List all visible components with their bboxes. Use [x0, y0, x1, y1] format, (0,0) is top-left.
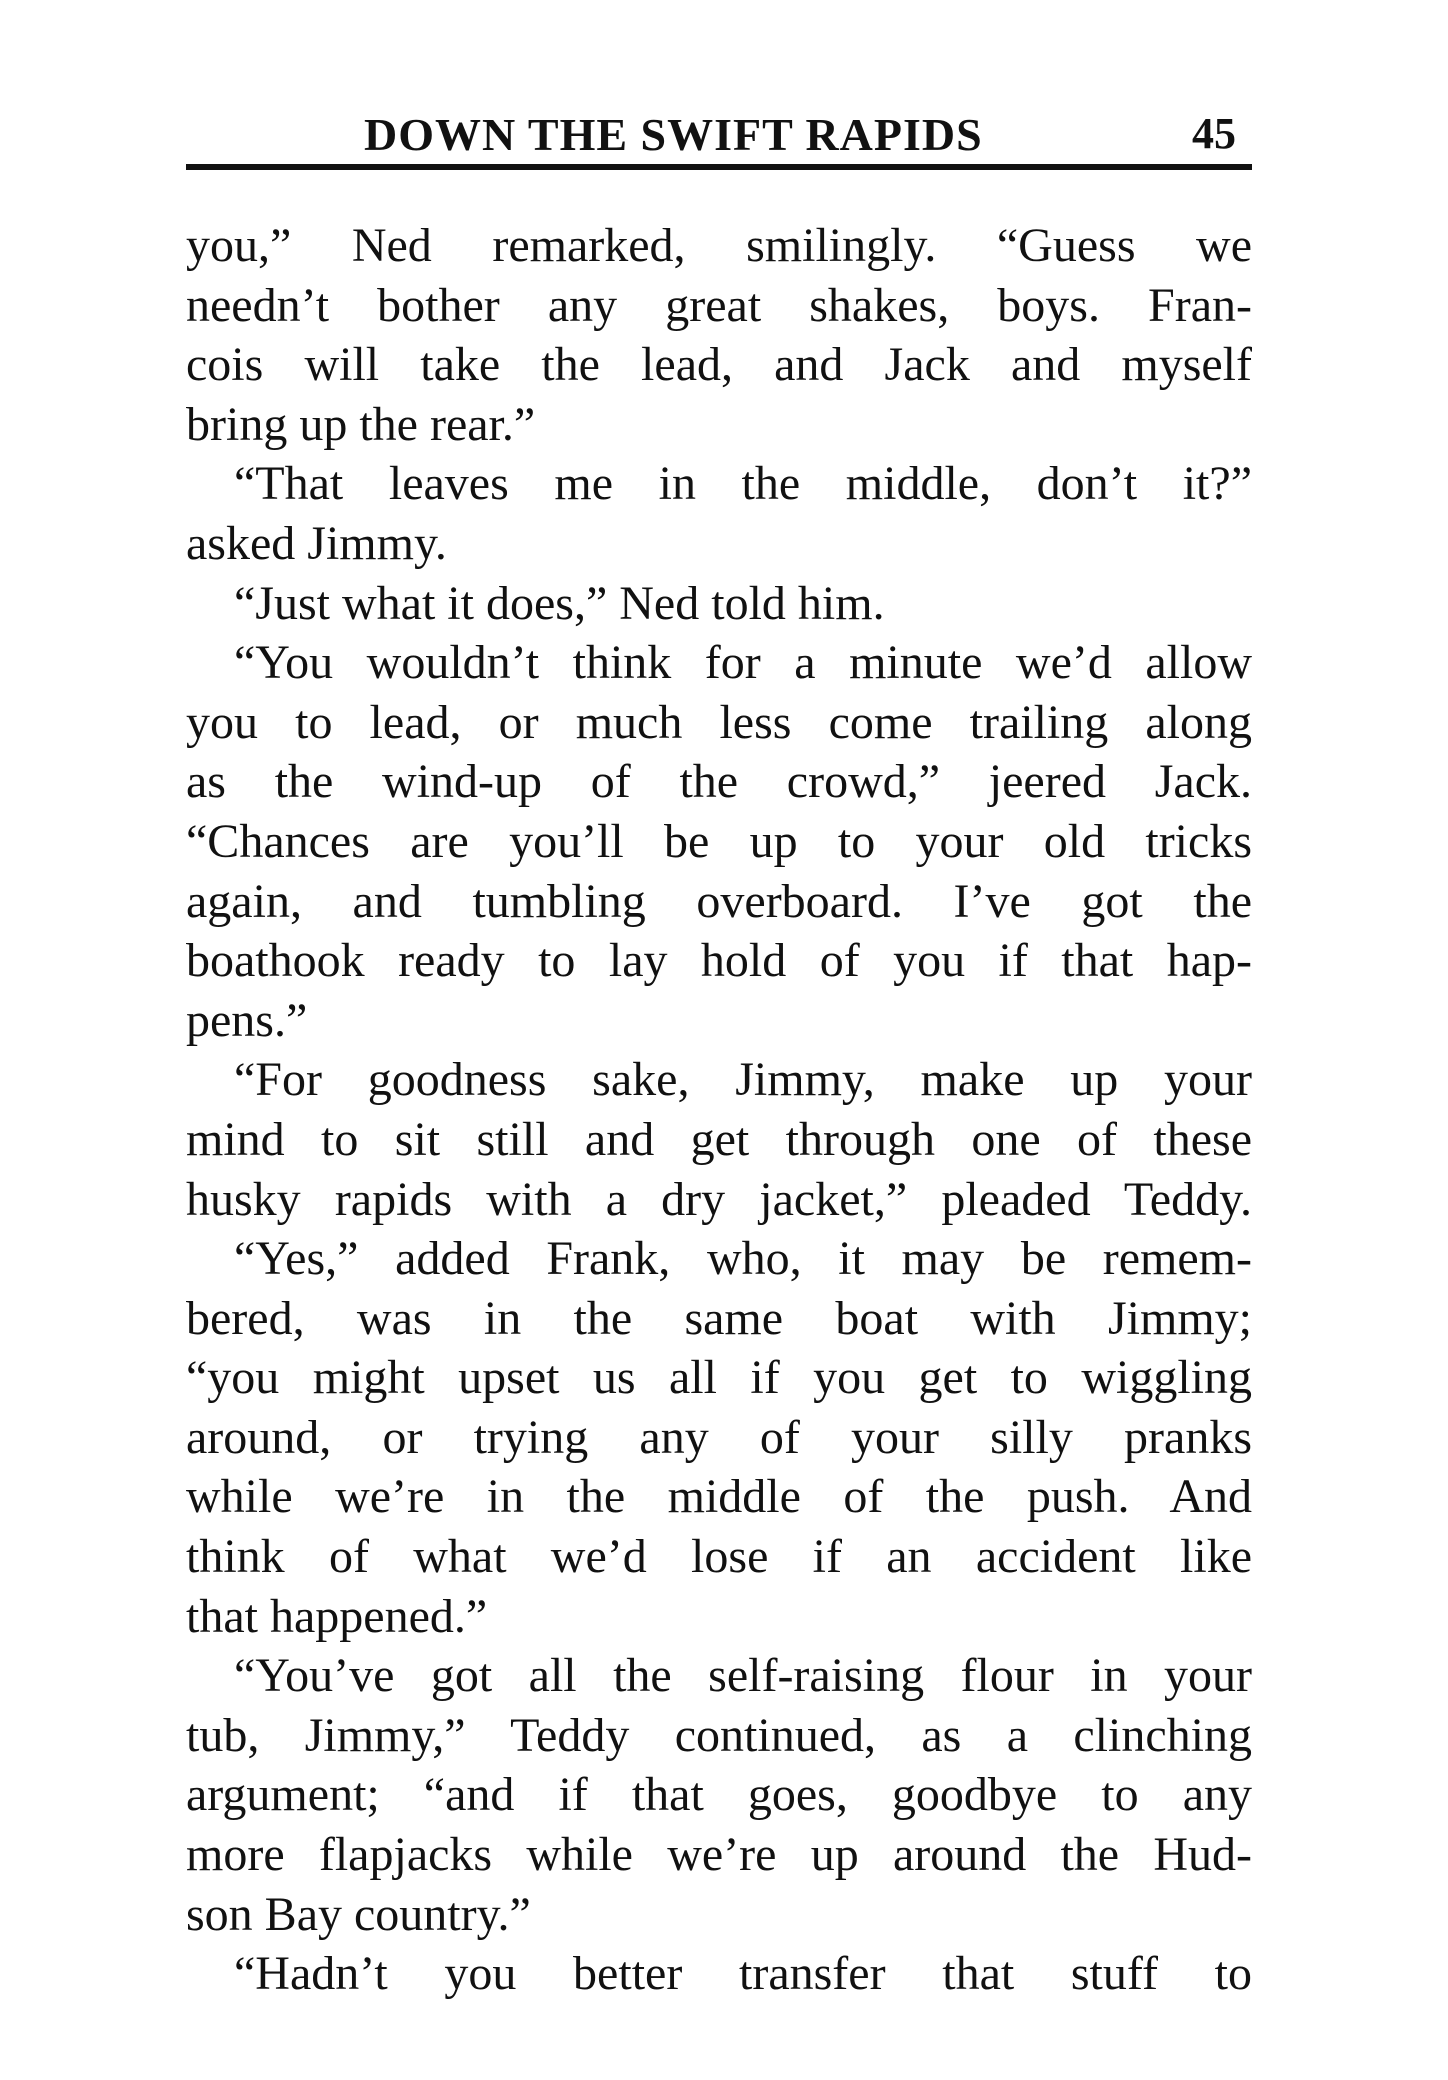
- page-number: 45: [1192, 109, 1236, 158]
- text-line: that happened.”: [186, 1589, 488, 1643]
- text-line: argument; “and if that goes, goodbye to any: [186, 1768, 1252, 1822]
- text-line: bered, was in the same boat with Jimmy;: [186, 1291, 1252, 1345]
- header-rule: [186, 164, 1252, 170]
- text-line: again, and tumbling overboard. I’ve got the: [186, 874, 1252, 928]
- text-line: “you might upset us all if you get to wiggling: [186, 1351, 1252, 1405]
- text-line: “That leaves me in the middle, don’t it?”: [234, 457, 1252, 511]
- text-line: pens.”: [186, 993, 308, 1047]
- text-line: “You’ve got all the self-raising flour in your: [234, 1649, 1252, 1703]
- text-line: you to lead, or much less come trailing along: [186, 695, 1252, 749]
- text-line: while we’re in the middle of the push. And: [186, 1470, 1252, 1524]
- text-line: bring up the rear.”: [186, 397, 536, 451]
- text-line: “Hadn’t you better transfer that stuff to: [234, 1947, 1252, 2001]
- text-line: “You wouldn’t think for a minute we’d allow: [234, 636, 1252, 690]
- body-text: [186, 216, 1252, 2056]
- text-line: asked Jimmy.: [186, 516, 447, 570]
- running-title: DOWN THE SWIFT RAPIDS: [364, 109, 983, 160]
- text-line: needn’t bother any great shakes, boys. Fran-: [186, 278, 1252, 332]
- text-line: “Chances are you’ll be up to your old tricks: [186, 814, 1252, 868]
- text-line: mind to sit still and get through one of these: [186, 1112, 1252, 1166]
- text-line: “For goodness sake, Jimmy, make up your: [234, 1053, 1252, 1107]
- text-line: as the wind-up of the crowd,” jeered Jack.: [186, 755, 1252, 809]
- text-line: think of what we’d lose if an accident like: [186, 1530, 1252, 1584]
- text-line: more flapjacks while we’re up around the Hud-: [186, 1828, 1252, 1882]
- text-line: son Bay country.”: [186, 1887, 531, 1941]
- text-line: you,” Ned remarked, smilingly. “Guess we: [186, 219, 1252, 272]
- text-line: tub, Jimmy,” Teddy continued, as a clinching: [186, 1708, 1252, 1762]
- text-line: “Yes,” added Frank, who, it may be remem-: [234, 1232, 1252, 1286]
- text-line: boathook ready to lay hold of you if that hap-: [186, 934, 1252, 988]
- text-line: “Just what it does,” Ned told him.: [234, 576, 885, 630]
- text-line: husky rapids with a dry jacket,” pleaded Teddy.: [186, 1172, 1252, 1226]
- running-head: [186, 108, 1250, 168]
- text-line: around, or trying any of your silly pranks: [186, 1410, 1252, 1464]
- text-line: cois will take the lead, and Jack and myself: [186, 338, 1252, 392]
